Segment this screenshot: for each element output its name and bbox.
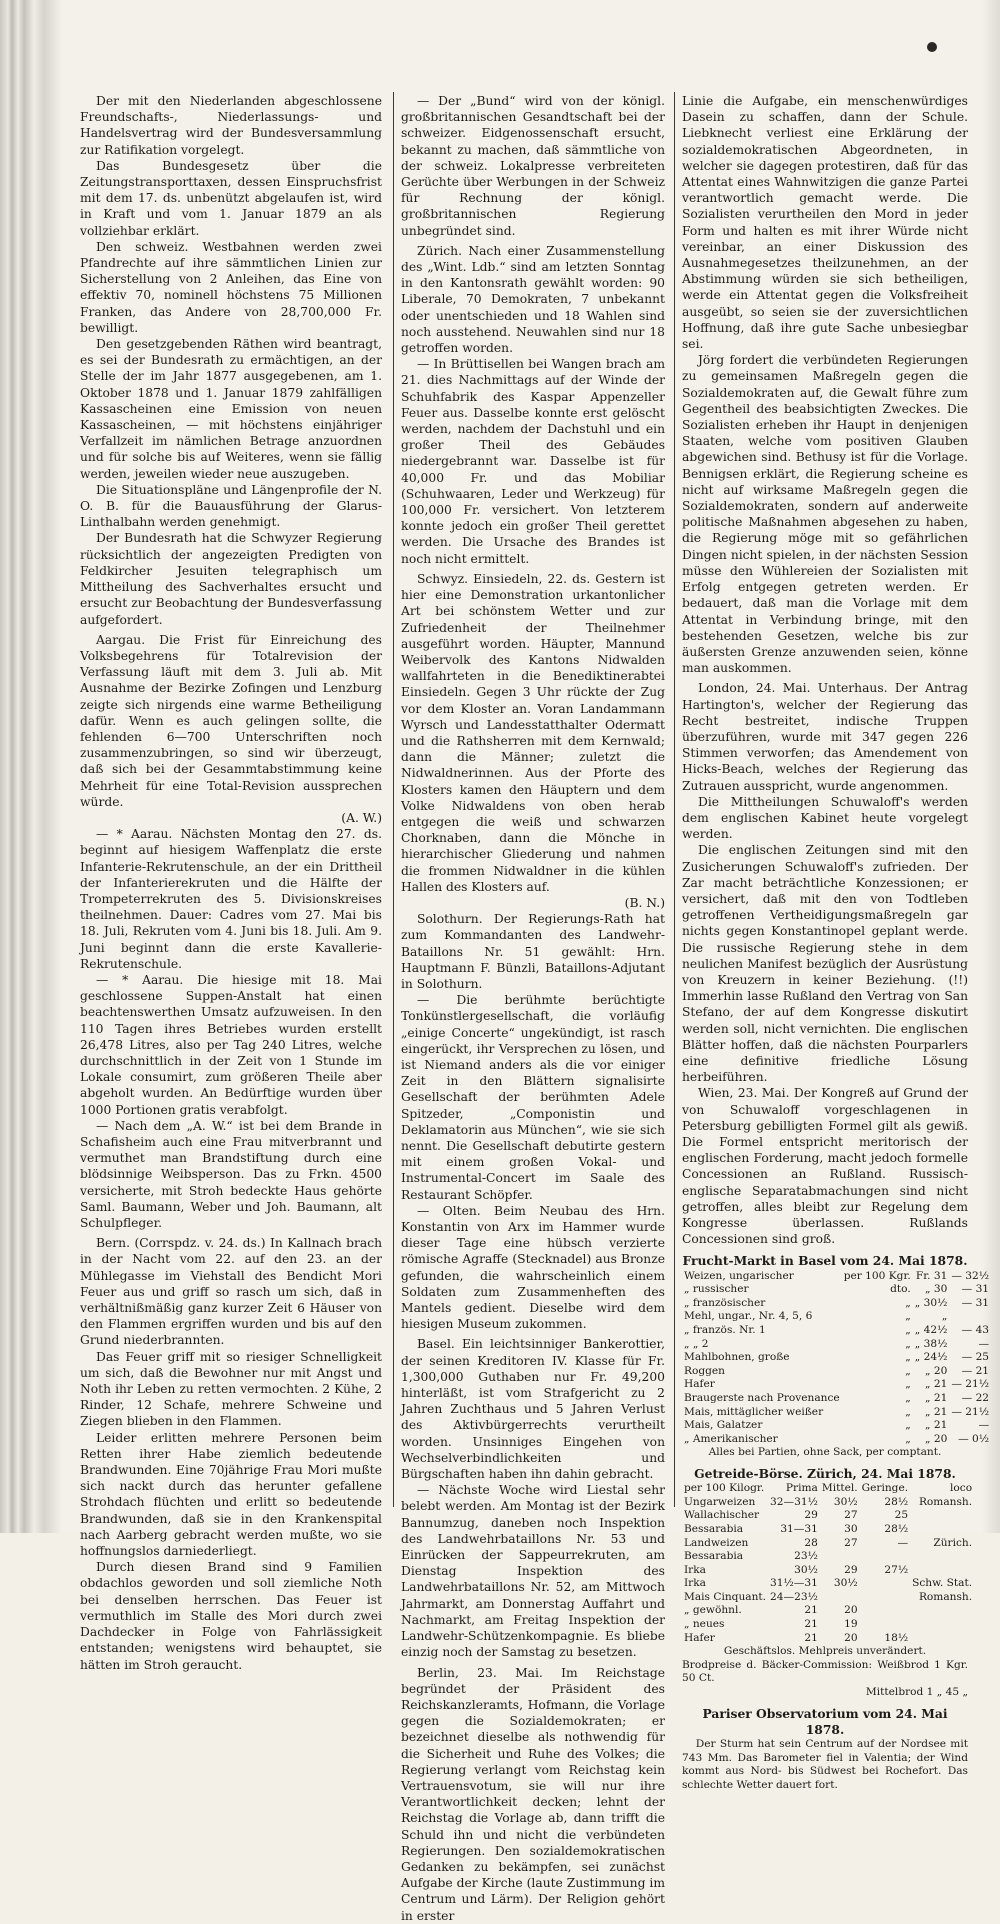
table-cell: Schw. Stat. (912, 1577, 973, 1590)
table-cell: 29 (844, 1563, 858, 1576)
boerse-title: Getreide-Börse. Zürich, 24. Mai 1878. (694, 1465, 956, 1481)
table-cell: „ französ. Nr. 1 (684, 1324, 766, 1336)
source-signature: (B. N.) (624, 895, 665, 910)
table-cell: „ (905, 1324, 911, 1336)
table-cell: 31½—31 (770, 1577, 818, 1590)
column-1 (80, 93, 382, 1672)
article-solothurn: Solothurn. Der Regierungs-Rath hat zum Kommandanten des Landwehr-Bataillons Nr. 51 gewählt: Hrn. Hauptmann F. Bünzli, Bataillons-Adjutant in Solothurn. (401, 912, 665, 991)
table-cell: „ russischer (684, 1283, 749, 1296)
column-rule-1 (393, 92, 394, 1507)
table-cell: „ 21 (925, 1391, 948, 1404)
table-cell: „ 42½ (914, 1324, 948, 1336)
article-paragraph: Durch diesen Brand sind 9 Familien obdachlos geworden und soll ziemliche Noth bei denselben herrschen. Das Feuer ist vermuthlich im Stalle des Mori durch zwei Dachdecker in Folge von Fahrlässigkeit entstanden; wenigstens wird behauptet, sie hätten im Stroh geraucht. (80, 1560, 382, 1672)
market-table (682, 1270, 991, 1447)
boerse-row (682, 1537, 974, 1551)
boerse-row (682, 1523, 974, 1537)
article-paragraph: — Nach dem „A. W.“ ist bei dem Brande in Schafisheim auch eine Frau mitverbrannt und vermuthet man Brandstiftung durch eine blödsinnige Weibsperson. Das zu Frkn. 4500 versicherte, mit Stroh bedeckte Haus gehörte Saml. Baumann, Weber und Joh. Baumann, alt Schulpfleger. (80, 1118, 382, 1231)
article-paragraph: Das Bundesgesetz über die Zeitungstransporttaxen, dessen Einspruchsfrist mit dem 17. ds. unbenützt abgelaufen ist, wird in Kraft und vom 1. Januar 1879 an als vollziehbar erklärt. (80, 158, 382, 238)
market-row (682, 1433, 991, 1447)
market-row (682, 1378, 991, 1392)
table-cell: — 43 (961, 1324, 990, 1336)
table-cell: per 100 Kilogr. (684, 1482, 765, 1495)
table-cell: Mais, Galatzer (684, 1419, 763, 1432)
table-cell: — 31 (961, 1283, 990, 1296)
table-cell: — (978, 1419, 990, 1432)
table-cell: Geringe. (861, 1482, 909, 1495)
table-cell (820, 1550, 860, 1564)
table-cell: „ (905, 1432, 911, 1445)
market-row (682, 1351, 991, 1365)
market-row (682, 1297, 991, 1311)
table-cell: Irka (684, 1563, 706, 1576)
table-cell: Roggen (684, 1364, 726, 1377)
table-cell: — 31 (961, 1296, 990, 1309)
table-cell: „ neues (684, 1618, 725, 1631)
table-cell: „ 38½ (914, 1337, 948, 1350)
table-cell: — 32½ (951, 1269, 990, 1282)
article-aarau-2: — * Aarau. Die hiesige mit 18. Mai geschlossene Suppen-Anstalt hat einen beachtenswerthen Umsatz aufzuweisen. In den 110 Tagen ihres Betriebes wurden erstellt 26,478 Litres, also per Tag 240 Litres, welche durchschnittlich in der Zeit von 1 Stunde im Lokale consumirt, zum größeren Theile aber abgeholt wurden. An Bedürftige wurden über 1000 Portionen gratis verabfolgt. (80, 972, 382, 1117)
table-cell (860, 1604, 910, 1618)
table-cell: „ Amerikanischer (684, 1432, 778, 1445)
table-cell: „ (905, 1364, 911, 1377)
table-cell: Romansh. (918, 1495, 973, 1508)
table-cell: Fr. 31 (915, 1269, 948, 1282)
article-liestal: — Nächste Woche wird Liestal sehr belebt werden. Am Montag ist der Bezirk Bannumzug, daneben noch Inspektion des Landwehrbataillons Nr. 53 und Einrücken der Sappeurrekruten, am Dienstag Inspektion des Landwehrbataillons Nr. 52, am Mittwoch Jahrmarkt, am Donnerstag Auffahrt und Nachmarkt, am Freitag Inspektion der Landwehr-Schützenkompagnie. Es bliebe einzig noch der Samstag zu besetzen. (401, 1483, 665, 1660)
table-cell: 20 (844, 1631, 858, 1644)
table-cell (860, 1591, 910, 1605)
article-paragraph: Linie die Aufgabe, ein menschenwürdiges Dasein zu schaffen, dann der Schule. Liebknecht verliest eine Erklärung der sozialdemokratischen Abgeordneten, in welcher sie dagegen protestiren, daß für das Attentat eines Wahnwitzigen die ganze Partei verantwortlich gemacht werde. Die Sozialisten verurtheilen den Mord in jeder Form und halten es mit ihrer Würde nicht vereinbar, an einer Diskussion des Ausnahmegesetzes theilzunehmen, an der Abstimmung würden sie sich betheiligen, werde ein Attentat gegen die Volksfreiheit ausgeübt, so seien sie der zuversichtlichen Hoffnung, daß ihre gute Sache unbesiegbar sei. (682, 94, 968, 352)
table-cell: „ 20 (925, 1364, 948, 1377)
table-cell: „ (905, 1296, 911, 1309)
article-paragraph: Jörg fordert die verbündeten Regierungen zu gemeinsamen Maßregeln gegen die Sozialdemokraten auf, die Gewalt führe zum Gegentheil des beabsichtigten Zweckes. Die Sozialisten erheben ihr Haupt in denjenigen Staaten, welche vom positiven Glauben abgewichen sind. Bethusy ist für die Vorlage. Bennigsen erklärt, die Regierung scheine es nicht auf wirksame Maßregeln gegen die Sozialdemokraten, sondern auf anderweite politische Maßnahmen abgesehen zu haben, die Regierung möge mit so gefährlichen Dingen nicht spielen, in der nächsten Session müsse den Wühlereien der Sozialisten mit Erfolg entgegen getreten werden. Er bedauert, daß man die Vorlage mit dem Attentat in Verbindung bringe, mit den bestehenden Gesetzen, welche bis zur äußersten Grenze anzuwenden seien, könne man auskommen. (682, 353, 968, 676)
table-cell: Prima (785, 1482, 818, 1495)
market-row (682, 1324, 991, 1338)
market-row (682, 1392, 991, 1406)
column-rule-2 (674, 92, 675, 1507)
table-cell: Mais, mittäglicher weißer (684, 1405, 824, 1418)
bread-prices: Brodpreise d. Bäcker-Commission: Weißbrod 1 Kgr. 50 Ct. (682, 1658, 968, 1685)
table-cell: 31—31 (780, 1522, 818, 1535)
table-cell: „ 30 (925, 1283, 948, 1296)
table-cell: 18½ (884, 1631, 909, 1644)
article-paragraph: Die englischen Zeitungen sind mit den Zusicherungen Schuwaloff's zufrieden. Der Zar macht beträchtliche Konzessionen; er versichert, daß mit den von Todtleben getroffenen Vertheidigungsmaßregeln gar nichts gegen Konstantinopel geplant werde. Die russische Regierung stehe in dem neulichen Manifest bezüglich der Ausrüstung von Kreuzern in keiner Beziehung. (!!) Immerhin lasse Rußland den Vertrag von San Stefano, der auf dem Kongresse diskutirt werden soll, nicht vernichten. Die englischen Blätter hoffen, daß die nächsten Pourparlers eine definitive friedliche Lösung herbeiführen. (682, 843, 968, 1085)
article-schwyz: Schwyz. Einsiedeln, 22. ds. Gestern ist hier eine Demonstration urkantonlicher Art bei schönstem Wetter und zur Zufriedenheit der Theilnehmer ausgeführt worden. Häupter, Mannund Weibervolk des Kantons Nidwalden wallfahrteten in die Benediktinerabtei Einsiedeln. Gegen 3 Uhr rückte der Zug vor dem Kloster an. Voran Landammann Wyrsch und Landesstatthalter Odermatt und die Rathsherren mit dem Kernwald; dann die Männer; zuletzt die Nidwaldnerinnen. Aus der Pforte des Klosters kamen den Häuptern und dem Volke Nidwaldens von oben herab entgegen die weiß und schwarzen Chorknaben, dann die Mönche in hierarchischer Gliederung und nahmen die frommen Nidwaldner in die kühlen Hallen des Klosters auf. (401, 571, 665, 894)
table-cell: 28 (804, 1536, 818, 1549)
table-cell: Bessarabia (684, 1550, 744, 1563)
table-cell: Mittel. (821, 1482, 858, 1495)
article-paragraph: Der Bundesrath hat die Schwyzer Regierung rücksichtlich der angezeigten Predigten von Feldkircher Jesuiten telegraphisch um Mittheilung des Sachverhaltes ersucht und ersucht zur Beobachtung der Bundesverfassung aufgefordert. (80, 531, 382, 627)
table-cell: Mais Cinquant. (684, 1590, 767, 1603)
table-cell (820, 1591, 860, 1605)
bread-prices-2: Mittelbrod 1 „ 45 „ (865, 1686, 968, 1699)
column-3 (682, 93, 990, 1791)
article-paragraph: Die Mittheilungen Schuwaloff's werden dem englischen Kabinet heute vorgelegt werden. (682, 794, 968, 842)
table-cell: 27½ (884, 1563, 909, 1576)
boerse-row (682, 1618, 974, 1632)
boerse-row (682, 1591, 974, 1605)
table-cell: Mehl, ungar., Nr. 4, 5, 6 (684, 1310, 813, 1323)
table-cell: Hafer (684, 1631, 715, 1644)
boerse-row (682, 1550, 974, 1564)
boerse-row (682, 1632, 974, 1646)
table-cell: 30½ (794, 1563, 818, 1576)
table-cell: „ (905, 1419, 911, 1432)
table-cell (860, 1577, 910, 1591)
table-cell: „ (905, 1378, 911, 1391)
table-cell: Bessarabia (684, 1522, 744, 1535)
boerse-row (682, 1496, 974, 1510)
market-row (682, 1419, 991, 1433)
article-paragraph: Leider erlitten mehrere Personen beim Retten ihrer Habe ziemlich bedeutende Brandwunden. Eine 70jährige Frau Mori mußte sich nackt durch das herunter gefallene Strohdach flüchten und erlitt so bedeutende Brandwunden, daß sie in den Krankenspital nach Aarberg gebracht werden mußte, wo sie hoffnungslos darniederliegt. (80, 1430, 382, 1559)
table-cell: „ (905, 1310, 911, 1323)
article-zuerich: Zürich. Nach einer Zusammenstellung des „Wint. Ldb.“ sind am letzten Sonntag in den Kantonsrath gewählt worden: 90 Liberale, 70 Demokraten, 7 unbekannt oder unentschieden und 18 Wahlen sind noch ausstehend. Neuwahlen sind nur 18 getroffen worden. (401, 243, 665, 356)
table-cell: — 21½ (951, 1378, 990, 1391)
table-cell: „ 21 (925, 1419, 948, 1432)
table-cell: Weizen, ungarischer (684, 1269, 794, 1282)
table-cell: „ (941, 1310, 948, 1323)
table-cell: „ (905, 1337, 911, 1350)
table-cell: 28½ (884, 1522, 909, 1535)
table-cell: — 22 (961, 1391, 990, 1404)
table-cell: — 0½ (958, 1432, 990, 1445)
table-cell: 30½ (833, 1495, 858, 1508)
table-cell: 21 (804, 1618, 818, 1631)
table-cell (910, 1523, 974, 1537)
article-berlin: Berlin, 23. Mai. Im Reichstage begründet der Präsident des Reichskanzleramts, Hofmann, die Vorlage gegen die Sozialdemokraten; er bezeichnet dieselbe als nothwendig für die Sicherheit und Ruhe des Volkes; die Regierung verlangt vom Reichstag kein Vertrauensvotum, sie will nur ihre Verantwortlichkeit decken; lehnt der Reichstag die Vorlage ab, dann trifft die Schuld ihn und nicht die verbündeten Regierungen. Den sozialdemokratischen Gedanken zu bekämpfen, sei zunächst Aufgabe der Kirche (laute Zustimmung im Centrum und Lärm). Der Religion gehört in erster (401, 1665, 665, 1923)
table-cell: 19 (844, 1618, 858, 1631)
market-note: Alles bei Partien, ohne Sack, per comptant. (708, 1446, 942, 1459)
table-cell (860, 1550, 910, 1564)
ink-dot (927, 42, 937, 52)
market-row (682, 1270, 991, 1284)
table-cell: 23½ (794, 1550, 818, 1563)
table-cell: 30½ (833, 1577, 858, 1590)
observatory-text: Der Sturm hat sein Centrum auf der Nordsee mit 743 Mm. Das Barometer fiel in Valentia; der Wind kommt aus Nord- bis Südwest bei Rochefort. Das schlechte Wetter dauert fort. (682, 1738, 968, 1791)
article-aarau-1: — * Aarau. Nächsten Montag den 27. ds. beginnt auf hiesigem Waffenplatz die erste Infanterie-Rekrutenschule, an der ein Drittheil der Infanterierekruten und die Hälfte der Trompeterrekruten des 5. Divisionskreises theilnehmen. Dauer: Cadres vom 27. Mai bis 18. Juli, Rekruten vom 4. Juni bis 18. Juli. Am 9. Juni beginnt dann die erste Kavallerie-Rekrutenschule. (80, 827, 382, 971)
article-paragraph: Den gesetzgebenden Räthen wird beantragt, es sei der Bundesrath zu ermächtigen, an der Stelle der im Jahr 1877 ausgegebenen, am 1. Oktober 1878 und 1. Januar 1879 zahlfälligen Kassascheinen eine Emission von neuen Kassascheinen, — mit höchstens einjähriger Verfallzeit im nämlichen Betrage anzuordnen und für solche bis auf Weiteres, wenn sie fällig werden, jeweilen wieder neue auszugeben. (80, 337, 382, 481)
boerse-row (682, 1577, 974, 1591)
article-london: London, 24. Mai. Unterhaus. Der Antrag Hartington's, welcher der Regierung das Recht bestreitet, indische Truppen überzuführen, wurde mit 347 gegen 226 Stimmen verworfen; das Amendement von Hicks-Beach, welches der Regierung das Zutrauen ausspricht, wurde angenommen. (682, 681, 968, 793)
table-cell: Irka (684, 1577, 706, 1590)
table-cell: — (978, 1337, 990, 1350)
table-cell: „ (905, 1351, 911, 1364)
table-cell: — 21½ (951, 1405, 990, 1418)
article-wien: Wien, 23. Mai. Der Kongreß auf Grund der von Schuwaloff vorgeschlagenen in Petersburg gebilligten Formel gilt als gewiß. Die Formel entspricht meritorisch der englischen Forderung, macht jedoch formelle Concessionen an Rußland. Russisch-englische Separatabmachungen sind nicht getroffen, alles bleibt zur Regelung dem Kongresse überlassen. Rußlands Concessionen sind groß. (682, 1086, 968, 1247)
table-cell: Braugerste nach Provenance (684, 1391, 840, 1404)
article-aargau: Aargau. Die Frist für Einreichung des Volksbegehrens für Totalrevision der Verfassung läuft mit dem 3. Juli ab. Mit Ausnahme der Bezirke Zofingen und Lenzburg zeigte sich nirgends eine warme Betheiligung dafür. Wenn es auch gelingen sollte, die fehlenden 6—700 Unterschriften noch zusammenzubringen, so sind wir überzeugt, daß sich bei der Gesammtabstimmung keine Mehrheit für eine Total-Revision aussprechen würde. (80, 632, 382, 809)
table-cell: „ 21 (925, 1378, 948, 1391)
table-cell: Ungarweizen (684, 1495, 756, 1508)
table-cell (910, 1618, 974, 1632)
table-cell (910, 1550, 974, 1564)
boerse-note: Geschäftslos. Mehlpreis unverändert. (723, 1645, 927, 1658)
article-paragraph: Die Situationspläne und Längenprofile der N. O. B. für die Bauausführung der Glarus-Linthalbahn werden genehmigt. (80, 482, 382, 530)
market-row (682, 1310, 991, 1324)
market-row (682, 1283, 991, 1297)
table-cell: „ 24½ (914, 1351, 948, 1364)
market-row (682, 1338, 991, 1352)
table-cell: 29 (804, 1509, 818, 1522)
boerse-row (682, 1509, 974, 1523)
table-cell: „ gewöhnl. (684, 1604, 742, 1617)
article-paragraph: — In Brüttisellen bei Wangen brach am 21. dies Nachmittags auf der Winde der Schuhfabrik des Kaspar Appenzeller Feuer aus. Dasselbe konnte erst gelöscht werden, nachdem der Dachstuhl und ein großer Theil des Gebäudes niedergebrannt war. Dasselbe ist für 40,000 Fr. und das Mobiliar (Schuhwaaren, Leder und Werkzeug) für 100,000 Fr. versichert. Von letzterem konnte jedoch ein großer Theil gerettet werden. Die Ursache des Brandes ist noch nicht ermittelt. (401, 357, 665, 566)
table-cell: Landweizen (684, 1536, 749, 1549)
table-cell: per 100 Kgr. (843, 1269, 911, 1282)
table-cell (910, 1564, 974, 1578)
article-bern: Bern. (Corrspdz. v. 24. ds.) In Kallnach brach in der Nacht vom 22. auf den 23. an der Mühlegasse im Viehstall des Bendicht Mori Feuer aus und griff so rasch um sich, daß in verhältnißmäßig ganz kurzer Zeit 6 Häuser von den Flammen ergriffen wurden und bis auf den Grund niederbrannten. (80, 1236, 382, 1348)
article-paragraph: Der mit den Niederlanden abgeschlossene Freundschafts-, Niederlassungs- und Handelsvertrag wird der Bundesversammlung zur Ratifikation vorgelegt. (80, 94, 382, 157)
market-row (682, 1406, 991, 1420)
table-cell: Romansh. (918, 1590, 973, 1603)
table-cell: 25 (894, 1509, 909, 1522)
table-cell: 27 (844, 1509, 858, 1522)
source-signature: (A. W.) (341, 810, 382, 825)
table-cell: „ 20 (925, 1432, 948, 1445)
boerse-header-row (682, 1482, 974, 1496)
table-cell: 20 (844, 1604, 858, 1617)
table-cell: „ 21 (925, 1405, 948, 1418)
table-cell: 24—23½ (770, 1590, 818, 1603)
table-cell: — (897, 1536, 909, 1549)
table-cell: „ „ 2 (684, 1337, 709, 1350)
article-paragraph: Den schweiz. Westbahnen werden zwei Pfandrechte auf ihre sämmtlichen Linien zur Sicherstellung von 2 Anleihen, das Eine von effektiv 70, nominell höchstens 75 Millionen Franken, das Andere von 28,700,000 Fr. bewilligt. (80, 239, 382, 335)
boerse-row (682, 1604, 974, 1618)
table-cell: loco (950, 1482, 973, 1495)
table-cell: 21 (804, 1604, 818, 1617)
table-cell: Mahlbohnen, große (684, 1351, 790, 1364)
article-paragraph: — Der „Bund“ wird von der königl. großbritannischen Gesandtschaft bei der schweizer. Eidgenossenschaft ersucht, bekannt zu machen, daß sämmtliche von der schweiz. Lokalpresse verbreiteten Gerüchte über Werbungen in der Schweiz für Rechnung der königl. großbritannischen Regierung unbegründet sind. (401, 94, 665, 238)
table-cell: Hafer (684, 1378, 715, 1391)
market-title: Frucht-Markt in Basel vom 24. Mai 1878. (682, 1253, 968, 1269)
table-cell: „ 30½ (914, 1296, 948, 1309)
table-cell: Zürich. (933, 1536, 973, 1549)
market-row (682, 1365, 991, 1379)
table-cell (860, 1618, 910, 1632)
article-paragraph: Das Feuer griff mit so riesiger Schnelligkeit um sich, daß die Bewohner nur mit Angst und Noth ihr Leben zu retten vermochten. 2 Kühe, 2 Rinder, 12 Schafe, mehrere Schweine und Ziegen blieben in den Flammen. (80, 1349, 382, 1429)
observatory-title: Pariser Observatorium vom 24. Mai 1878. (702, 1705, 948, 1737)
table-cell: — 25 (961, 1351, 990, 1364)
table-cell: 32—31½ (770, 1495, 818, 1508)
article-paragraph: — Die berühmte berüchtigte Tonkünstlergesellschaft, die vorläufig „einige Concerte“ ungekündigt, ist rasch eingerückt, ihr Versprechen zu lösen, und ist Niemand anders als die vor einiger Zeit in den Blättern signalisirte Gesellschaft der berühmten Adele Spitzeder, „Componistin und Deklamatorin aus München“, wie sie sich nennt. Die Gesellschaft debutirte gestern mit einem großen Vokal- und Instrumental-Concert im Saale des Restaurant Schöpfer. (401, 993, 665, 1202)
column-2 (401, 93, 665, 1923)
boerse-row (682, 1564, 974, 1578)
table-cell (910, 1509, 974, 1523)
table-cell: „ französischer (684, 1296, 766, 1309)
table-cell: „ (905, 1405, 911, 1418)
table-cell (949, 1310, 991, 1324)
article-olten: — Olten. Beim Neubau des Hrn. Konstantin von Arx im Hammer wurde dieser Tage eine hübsch verzierte römische Agraffe (Stecknadel) aus Bronze gefunden, die wahrscheinlich einem Soldaten zum Zusammenheften des Mantels gedient. Dieselbe wird dem hiesigen Museum zukommen. (401, 1203, 665, 1332)
table-cell: 28½ (884, 1495, 909, 1508)
table-cell: 30 (844, 1522, 858, 1535)
table-cell: dto. (890, 1283, 911, 1296)
table-cell (910, 1632, 974, 1646)
table-cell: Wallachischer (684, 1509, 760, 1522)
table-cell: 21 (804, 1631, 818, 1644)
table-cell: „ (905, 1391, 911, 1404)
article-basel: Basel. Ein leichtsinniger Bankerottier, der seinen Kreditoren IV. Klasse für Fr. 1,300,000 Guthaben nur Fr. 49,200 hinterläßt, ist vom Strafgericht zu 2 Jahren Zuchthaus und 5 Jahren Verlust des Aktivbürgerrechts verurtheilt worden. Unsinniges Eingehen von Wechselverbindlichkeiten und Bürgschaften haben ihn dahin gebracht. (401, 1337, 665, 1482)
table-cell: — 21 (961, 1364, 990, 1377)
table-cell (910, 1604, 974, 1618)
boerse-table (682, 1482, 974, 1645)
binding-edge (0, 0, 62, 1533)
table-cell: 27 (844, 1536, 858, 1549)
